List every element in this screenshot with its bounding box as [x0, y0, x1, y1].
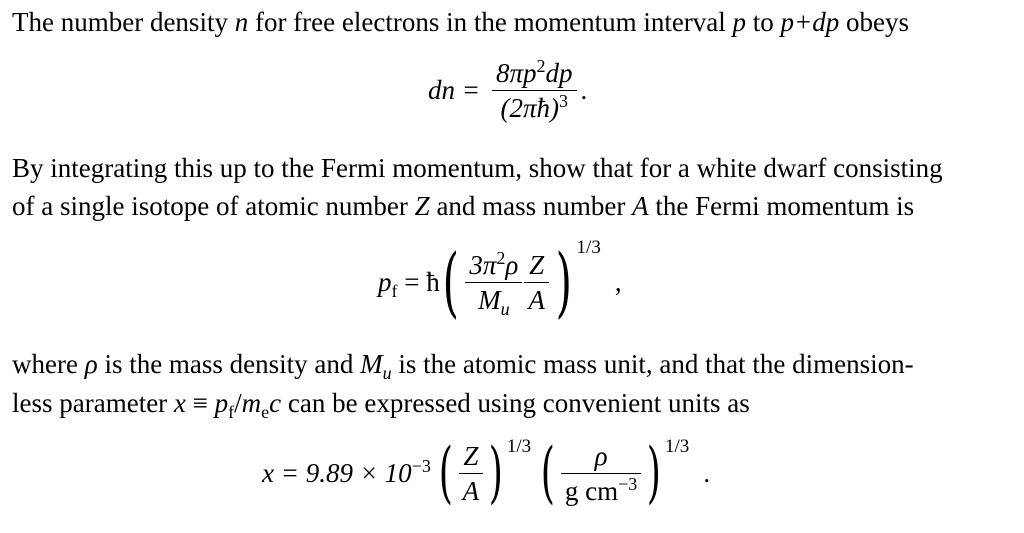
text-line-5: less parameter $x \equiv p_f/m_ec$ can be expressed using convenient units as — [12, 388, 750, 422]
left-paren: ( — [442, 237, 459, 326]
var-x: x — [173, 388, 186, 418]
var-Z: Z — [414, 191, 430, 221]
eq2-fraction-2: $\frac{Z}{A}$ — [524, 250, 549, 315]
text-segment: and mass number — [429, 191, 633, 221]
text-segment: less parameter — [12, 388, 174, 418]
eq1-denominator: (2πħ)$^3$ — [500, 91, 568, 123]
text-segment: for free electrons in the momentum interval — [248, 7, 733, 37]
eq1-lhs: dn = — [428, 75, 480, 105]
var-p-plus-dp: p+dp — [780, 7, 840, 37]
text-segment: obeys — [839, 7, 910, 37]
eq1-period: . — [580, 75, 588, 105]
text-segment: the Fermi momentum is — [648, 191, 915, 221]
eq3-fraction-1: $\frac{Z}{A}$ — [459, 441, 484, 506]
var-A: A — [632, 191, 649, 221]
var-M: M — [360, 349, 383, 379]
var-n: n — [234, 7, 249, 37]
text-line-3 — [12, 190, 1016, 222]
left-paren: ( — [540, 434, 556, 511]
eq1-numerator: $8\pi p^2dp$ — [495, 56, 573, 88]
eq3-fraction-2: $\frac{\rho}{g cm^{-3}}$ — [561, 441, 641, 506]
text-segment: to — [746, 7, 781, 37]
text-segment: can be expressed using convenient units as — [281, 388, 750, 418]
eq2-fraction-1: $\frac{3\pi^2\rho}{M_u}$ — [465, 250, 522, 315]
equation-x-parameter — [262, 434, 711, 511]
eq2-lhs: $p_f$ = ħ — [378, 266, 440, 301]
text-line-2 — [12, 152, 1016, 184]
eq3-exponent-2: 1/3 — [665, 436, 690, 457]
right-paren: ) — [555, 237, 572, 326]
equation-fermi-momentum — [378, 237, 622, 326]
left-paren: ( — [438, 434, 453, 511]
text-line-4 — [12, 348, 1016, 383]
var-p: p — [732, 7, 747, 37]
equation-dn — [428, 58, 587, 123]
right-paren: ) — [488, 434, 504, 511]
eq3-lhs: $x = 9.89 \times 10^{-3}$ — [262, 455, 431, 488]
eq2-comma: , — [614, 266, 622, 297]
text-segment: where — [12, 349, 85, 379]
text-segment: of a single isotope of atomic number — [12, 191, 415, 221]
text-segment: The number density — [12, 7, 235, 37]
var-rho: ρ — [84, 349, 98, 379]
text-segment: is the atomic mass unit, and that the dimension- — [391, 349, 914, 379]
text-segment: By integrating this up to the Fermi momentum, show that for a white dwarf consisting — [12, 153, 943, 183]
equiv-symbol: ≡ — [192, 388, 208, 418]
var-u: u — [382, 363, 392, 383]
eq2-exponent: 1/3 — [576, 237, 601, 258]
right-paren: ) — [647, 434, 662, 511]
eq1-fraction — [492, 58, 577, 123]
eq3-period: . — [703, 457, 711, 488]
text-line-1 — [12, 6, 1016, 38]
eq3-exponent-1: 1/3 — [506, 436, 532, 457]
text-segment: is the mass density and — [97, 349, 361, 379]
